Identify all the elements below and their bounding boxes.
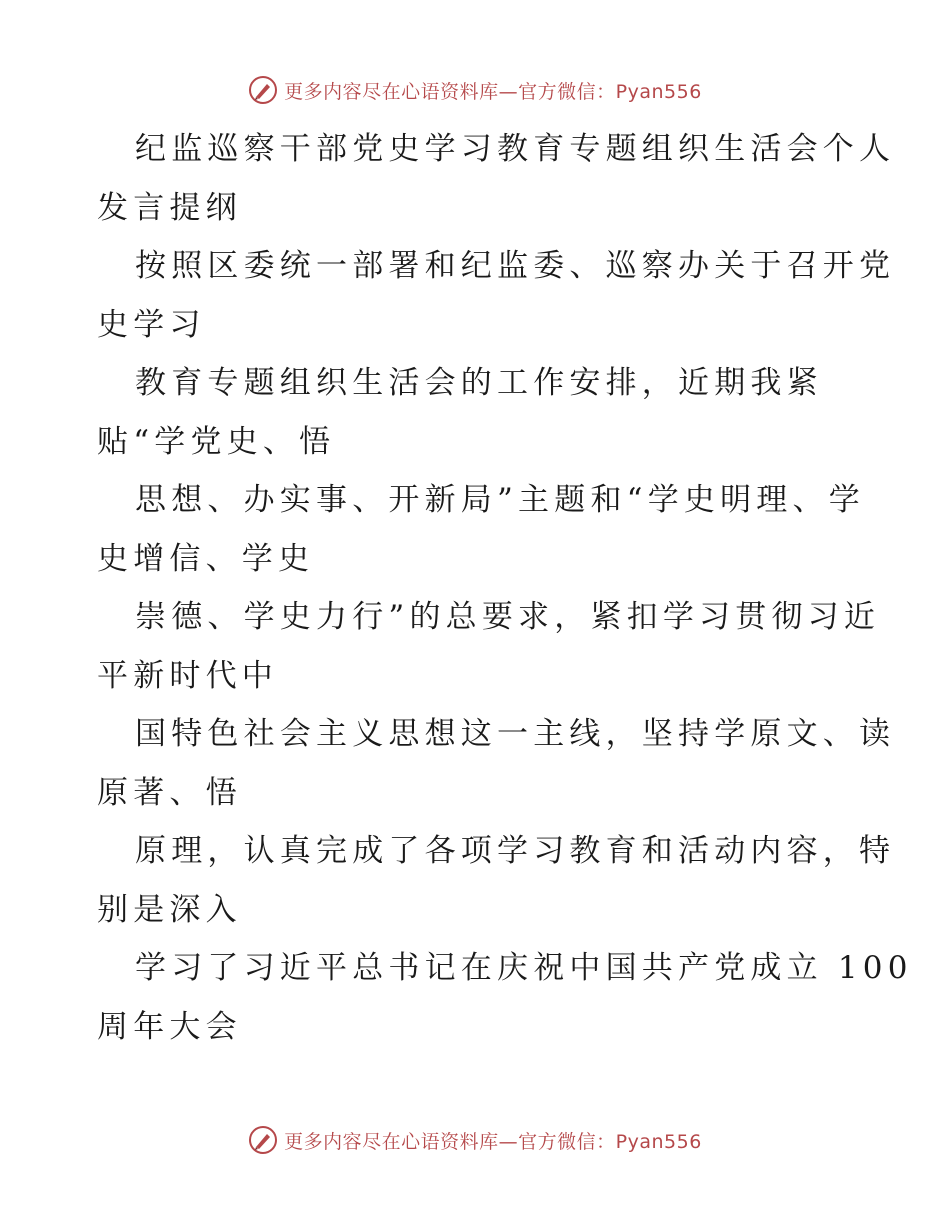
- text-line: 原著、悟: [97, 774, 242, 811]
- text-line: 思想、办实事、开新局”主题和“学史明理、学: [135, 482, 865, 518]
- watermark-text: 更多内容尽在心语资料库—官方微信：Pyan556: [284, 1130, 702, 1153]
- text-line: 按照区委统一部署和纪监委、巡察办关于召开党: [135, 248, 896, 284]
- text-line: 教育专题组织生活会的工作安排，近期我紧: [135, 365, 823, 401]
- text-line: 原理，认真完成了各项学习教育和活动内容，特: [135, 833, 896, 869]
- document-body: [97, 120, 913, 1056]
- text-line: 国特色社会主义思想这一主线，坚持学原文、读: [135, 716, 896, 752]
- text-line: 周年大会: [97, 1008, 242, 1045]
- header-watermark: [0, 70, 950, 110]
- red-pen-logo-icon: [248, 1125, 278, 1155]
- text-line: 纪监巡察干部党史学习教育专题组织生活会个人: [135, 131, 896, 167]
- text-line: 平新时代中: [97, 657, 278, 694]
- watermark-text: 更多内容尽在心语资料库—官方微信：Pyan556: [284, 80, 702, 103]
- text-line: 史增信、学史: [97, 540, 315, 577]
- text-line: 发言提纲: [97, 189, 242, 226]
- text-line: 崇德、学史力行”的总要求，紧扣学习贯彻习近: [135, 599, 881, 635]
- footer-watermark: [0, 1120, 950, 1160]
- text-line: 史学习: [97, 306, 206, 343]
- red-pen-logo-icon: [248, 75, 278, 105]
- text-line: 贴“学党史、悟: [97, 423, 336, 460]
- document-text: [97, 120, 913, 1056]
- text-line: 学习了习近平总书记在庆祝中国共产党成立 100: [135, 950, 913, 986]
- text-line: 别是深入: [97, 891, 242, 928]
